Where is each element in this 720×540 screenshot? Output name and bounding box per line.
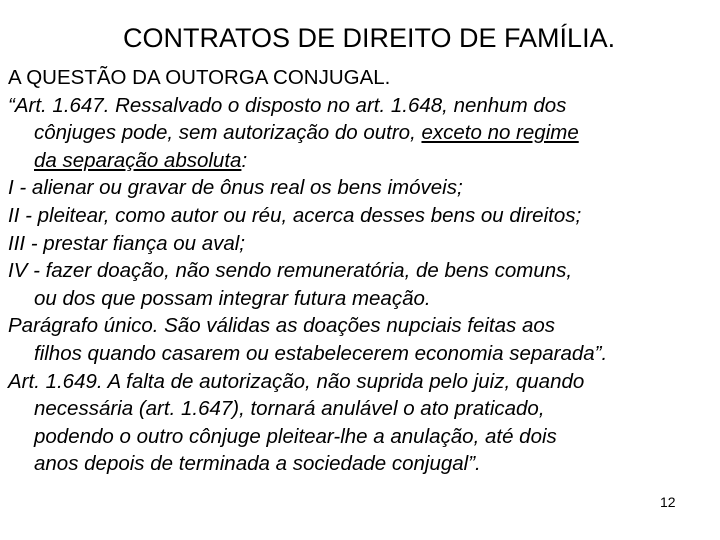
paragrafo-line-1: Parágrafo único. São válidas as doações nupciais feitas aos <box>8 314 556 338</box>
underlined-separation: da separação absoluta <box>34 148 242 172</box>
art-1647-text: cônjuges pode, sem autorização do outro, <box>34 121 422 145</box>
underlined-exception: exceto no regime <box>421 121 579 145</box>
item-ii: II - pleitear, como autor ou réu, acerca desses bens ou direitos; <box>8 203 582 227</box>
art-1647-line-1: “Art. 1.647. Ressalvado o disposto no art. 1.648, nenhum dos <box>8 93 567 117</box>
item-iv-line-2: ou dos que possam integrar futura meação. <box>34 286 431 310</box>
art-1647-line-3 <box>8 147 716 175</box>
item-iv-line-1: IV - fazer doação, não sendo remuneratória, de bens comuns, <box>8 259 573 283</box>
art-1647-line-2 <box>8 119 716 147</box>
item-i: I - alienar ou gravar de ônus real os bens imóveis; <box>8 176 463 200</box>
item-iii: III - prestar fiança ou aval; <box>8 231 246 255</box>
slide-title: CONTRATOS DE DIREITO DE FAMÍLIA. <box>123 23 616 53</box>
art-1649-line-1: Art. 1.649. A falta de autorização, não suprida pelo juiz, quando <box>8 369 585 393</box>
page-number: 12 <box>660 494 676 510</box>
section-heading: A QUESTÃO DA OUTORGA CONJUGAL. <box>8 66 391 89</box>
art-1649-line-2: necessária (art. 1.647), tornará anulável o ato praticado, <box>34 397 545 421</box>
slide-body <box>8 64 716 478</box>
paragrafo-line-2: filhos quando casarem ou estabelecerem economia separada”. <box>34 341 608 365</box>
art-1649-line-4: anos depois de terminada a sociedade conjugal”. <box>34 452 481 476</box>
art-1649-line-3: podendo o outro cônjuge pleitear-lhe a anulação, até dois <box>34 424 557 448</box>
art-1647-colon: : <box>241 148 248 172</box>
